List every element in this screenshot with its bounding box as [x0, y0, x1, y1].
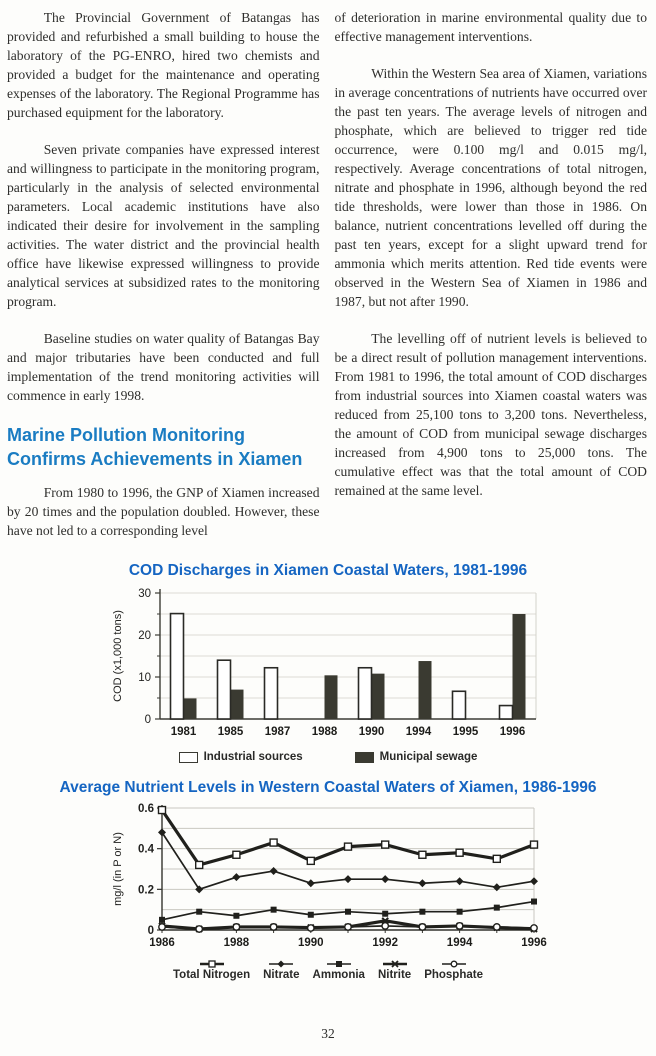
legend-item — [263, 959, 299, 981]
legend-label: Municipal sewage — [379, 751, 478, 763]
svg-text:mg/l (in P or N): mg/l (in P or N) — [112, 832, 124, 906]
bar-chart-title: COD Discharges in Xiamen Coastal Waters, 1981-1996 — [128, 562, 528, 579]
line-chart — [108, 800, 548, 958]
svg-text:1996: 1996 — [521, 937, 547, 949]
legend-label: Nitrite — [377, 969, 412, 981]
svg-text:1985: 1985 — [217, 726, 244, 738]
svg-text:0.6: 0.6 — [138, 803, 154, 815]
open-circle-legend-icon — [440, 959, 468, 969]
body-paragraph: From 1980 to 1996, the GNP of Xiamen increased by 20 times and the population doubled. However, these have not led to a corresponding level — [7, 485, 320, 538]
bar-chart — [108, 583, 548, 751]
svg-text:0.4: 0.4 — [138, 843, 154, 856]
line-chart-legend — [0, 959, 656, 981]
left-column — [7, 8, 320, 540]
bar-chart-figure — [0, 562, 656, 763]
legend-item — [424, 959, 483, 981]
line-chart-title: Average Nutrient Levels in Western Coastal Waters of Xiamen, 1986-1996 — [59, 779, 597, 796]
legend-label: Industrial sources — [203, 751, 303, 763]
right-column — [335, 8, 648, 540]
svg-text:1994: 1994 — [405, 726, 432, 738]
filled-square-legend-icon — [325, 959, 353, 969]
svg-text:1990: 1990 — [358, 726, 385, 738]
legend-item — [378, 959, 411, 981]
legend-item — [179, 751, 303, 763]
legend-label: Ammonia — [312, 969, 365, 981]
body-paragraph: The levelling off of nutrient levels is believed to be a direct result of pollution management interventions. From 1981 to 1996, the total amount of COD discharges from industrial sources into Xiamen coastal waters was reduced from 25,100 tons to 3,200 tons. Nevertheless, the amount of COD from municipal sewage discharges increased from 4,900 tons to 25,000 tons. The cumulative effect was that the total amount of COD remained at the same level. — [334, 331, 647, 498]
svg-text:1992: 1992 — [372, 937, 398, 949]
svg-text:1994: 1994 — [446, 937, 473, 949]
svg-text:COD (x1,000 tons): COD (x1,000 tons) — [112, 610, 124, 702]
legend-label: Total Nitrogen — [173, 969, 251, 981]
svg-text:1986: 1986 — [149, 937, 175, 949]
body-paragraph: The Provincial Government of Batangas has provided and refurbished a small building to house the laboratory of the PG-ENRO, hired two chemists and provided a budget for the maintenance and operating expenses of the laboratory. The Regional Programme has purchased equipment for the laboratory. — [7, 10, 320, 120]
legend-label: Nitrate — [263, 969, 300, 981]
body-paragraph: Within the Western Sea area of Xiamen, variations in average concentrations of nutrients have occurred over the past ten years. The average levels of nitrogen and phosphate, which are believed to trigger red tide occurrence, were 0.100 mg/l and 0.015 mg/l, respectively. Average concentrations of total nitrogen, nitrate and phosphate in 1996, although beyond the red tide thresholds, were lower than those in 1986. On balance, nutrient concentrations levelled off during the past ten years, except for a slight upward trend for ammonia which merits attention. Red tide events were observed in the Western Sea of Xiamen in 1986 and 1987, but not after 1990. — [334, 66, 647, 309]
svg-text:0: 0 — [147, 925, 154, 937]
bar-chart-legend — [0, 751, 656, 763]
svg-text:30: 30 — [138, 588, 151, 600]
body-paragraph: of deterioration in marine environmental quality due to effective management interventions. — [334, 10, 647, 44]
legend-item — [313, 959, 365, 981]
svg-text:1995: 1995 — [452, 726, 479, 738]
svg-text:1990: 1990 — [298, 937, 324, 949]
open-bar-swatch-icon — [179, 752, 198, 763]
section-heading: Marine Pollution Monitoring Confirms Achievements in Xiamen — [7, 425, 303, 469]
svg-text:0: 0 — [144, 714, 151, 726]
legend-item — [355, 751, 478, 763]
body-paragraph: Seven private companies have expressed interest and willingness to participate in the monitoring program, particularly in the analysis of selected environmental parameters. Local academic institutions have also indicated their desire for involvement in the sampling activities. The water district and the provincial health office have likewise expressed willingness to provide analytical services at subsidized rates to the monitoring program. — [7, 142, 320, 309]
svg-text:20: 20 — [138, 630, 151, 642]
body-paragraph: Baseline studies on water quality of Batangas Bay and major tributaries have been conducted and full implementation of the trend monitoring activities will commence in early 1998. — [7, 331, 320, 403]
open-square-legend-icon — [198, 959, 226, 969]
svg-text:1996: 1996 — [499, 726, 526, 738]
legend-item — [173, 959, 250, 981]
svg-text:10: 10 — [138, 672, 151, 684]
svg-text:1987: 1987 — [264, 726, 291, 738]
line-chart-figure — [0, 779, 656, 981]
filled-bar-swatch-icon — [355, 752, 374, 763]
svg-text:0.2: 0.2 — [138, 884, 154, 897]
legend-label: Phosphate — [424, 969, 483, 981]
page-number: 32 — [321, 1026, 335, 1041]
svg-text:1988: 1988 — [311, 726, 338, 738]
filled-diamond-legend-icon — [267, 959, 295, 969]
svg-text:1981: 1981 — [170, 726, 197, 738]
svg-text:1988: 1988 — [223, 937, 250, 949]
x-legend-icon — [381, 959, 409, 969]
